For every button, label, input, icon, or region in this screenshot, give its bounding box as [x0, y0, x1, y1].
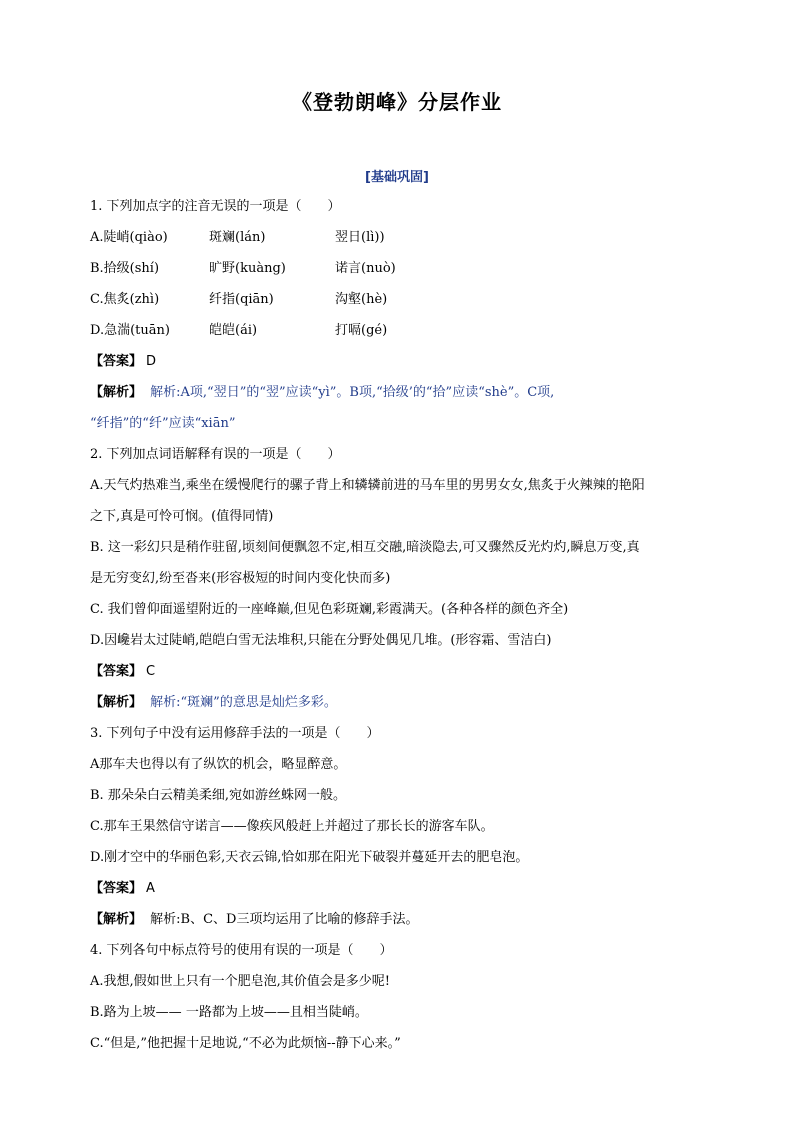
option-cell: 沟壑(hè)	[335, 292, 388, 307]
question-3-option-d: D.刚才空中的华丽色彩,天衣云锦,恰如那在阳光下破裂并蔓延开去的肥皂泡。	[90, 850, 529, 865]
analysis-text: 解析:A项,“翌日”的“翌”应读“yì”。B项,“拾级’的“拾”应读“shè”。C项,	[150, 385, 555, 400]
question-2-option-b: B. 这一彩幻只是稍作驻留,顷刻间便飘忽不定,相互交融,暗淡隐去,可又骤然反光灼灼,瞬息万变,真	[90, 540, 640, 555]
analysis-text-continued: “纤指”的“纤”应读“xiān”	[90, 416, 236, 431]
question-3-option-c: C.那车王果然信守诺言——像疾风般赶上并超过了那长长的游客车队。	[90, 819, 494, 834]
analysis-label: 【解析】	[90, 912, 143, 927]
answer-label: 【答案】	[90, 664, 143, 679]
option-cell: C.焦炙(zhì)	[90, 292, 160, 307]
answer-value: C	[146, 664, 156, 679]
question-1-option-row	[90, 321, 710, 352]
option-cell: 翌日(lì))	[335, 230, 385, 245]
question-3-option-a: A那车夫也得以有了纵饮的机会，略显醉意。	[90, 757, 347, 772]
question-4-option-c: C.“但是,”他把握十足地说,“不必为此烦恼--静下心来。”	[90, 1036, 401, 1051]
question-2-option-a: A.天气灼热难当,乘坐在缓慢爬行的骡子背上和辚辚前进的马车里的男男女女,焦炙于火辣辣的艳阳	[90, 478, 645, 493]
analysis-label: 【解析】	[90, 385, 143, 400]
question-4-stem: 4. 下列各句中标点符号的使用有误的一项是（ ）	[90, 943, 393, 958]
option-cell: 斑斓(lán)	[209, 230, 266, 245]
question-1-analysis	[90, 383, 710, 414]
question-1-stem: 1. 下列加点字的注音无误的一项是（ ）	[90, 199, 341, 214]
answer-label: 【答案】	[90, 881, 143, 896]
answer-label: 【答案】	[90, 354, 143, 369]
section-label: [基础巩固]	[365, 170, 429, 185]
question-1-option-row	[90, 259, 710, 290]
page-title: 《登勃朗峰》分层作业	[292, 90, 502, 114]
option-cell: 诺言(nuò)	[335, 261, 396, 276]
answer-value: A	[146, 881, 155, 896]
question-2-stem: 2. 下列加点词语解释有误的一项是（ ）	[90, 447, 341, 462]
question-1-answer	[90, 352, 710, 383]
question-3-stem: 3. 下列句子中没有运用修辞手法的一项是（ ）	[90, 726, 380, 741]
question-3-answer	[90, 879, 710, 910]
question-3-option-b: B. 那朵朵白云精美柔细,宛如游丝蛛网一般。	[90, 788, 346, 803]
question-2-answer	[90, 662, 710, 693]
question-1-option-row	[90, 228, 710, 259]
analysis-text: 解析:“斑斓”的意思是灿烂多彩。	[150, 695, 337, 710]
question-2-analysis	[90, 693, 710, 724]
option-cell: A.陡峭(qiào)	[90, 230, 168, 245]
question-2-option-c: C. 我们曾仰面遥望附近的一座峰巅,但见色彩斑斓,彩霞满天。(各种各样的颜色齐全)	[90, 602, 569, 617]
question-4-option-a: A.我想,假如世上只有一个肥皂泡,其价值会是多少呢!	[90, 974, 391, 989]
question-3-analysis	[90, 910, 710, 941]
answer-value: D	[146, 354, 157, 369]
question-4-option-b: B.路为上坡—— 一路都为上坡——且相当陡峭。	[90, 1005, 368, 1020]
option-cell: 旷野(kuàng)	[209, 261, 286, 276]
option-cell: 打嗝(gé)	[335, 323, 388, 338]
option-cell: 纤指(qiān)	[209, 292, 274, 307]
option-cell: 皑皑(ái)	[209, 323, 258, 338]
question-2-option-d: D.因巉岩太过陡峭,皑皑白雪无法堆积,只能在分野处偶见几堆。(形容霜、雪洁白)	[90, 633, 552, 648]
document-content	[90, 197, 710, 1065]
question-2-option-b-continued: 是无穷变幻,纷至沓来(形容极短的时间内变化快而多)	[90, 571, 391, 586]
question-1-option-row	[90, 290, 710, 321]
analysis-label: 【解析】	[90, 695, 143, 710]
question-2-option-a-continued: 之下,真是可怜可悯。(值得同情)	[90, 509, 274, 524]
option-cell: B.拾级(shí)	[90, 261, 160, 276]
analysis-text: 解析:B、C、D三项均运用了比喻的修辞手法。	[150, 912, 419, 927]
option-cell: D.急湍(tuān)	[90, 323, 170, 338]
